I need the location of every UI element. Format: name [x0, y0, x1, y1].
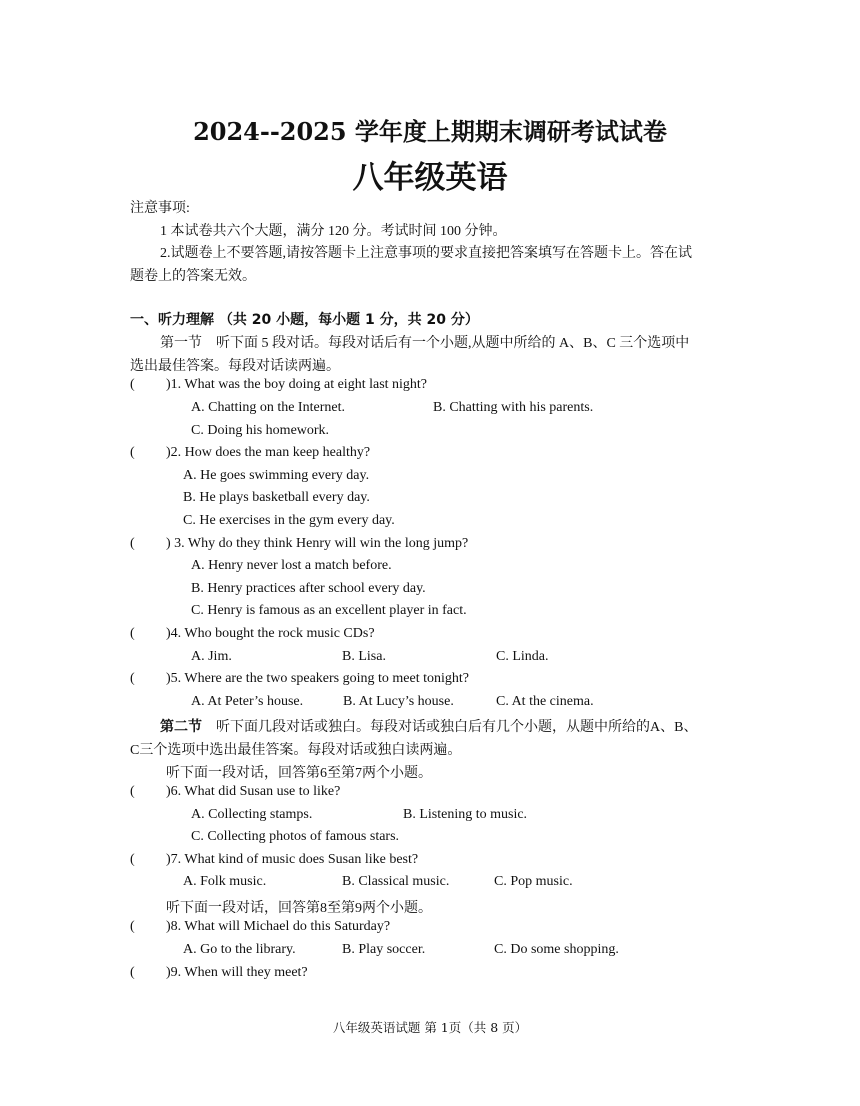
- exam-subtitle: 八年级英语: [352, 160, 508, 196]
- option-c: C. At the cinema.: [496, 694, 594, 709]
- option-a: A. Jim.: [191, 649, 232, 664]
- question-stem: )4. Who bought the rock music CDs?: [166, 626, 375, 641]
- option-c: C. Do some shopping.: [494, 942, 619, 957]
- option-b: B. Classical music.: [342, 874, 450, 889]
- option-a: A. Folk music.: [183, 874, 267, 889]
- option-b: B. He plays basketball every day.: [183, 490, 370, 505]
- option-c: C. Collecting photos of famous stars.: [191, 829, 400, 844]
- option-c: C. Doing his homework.: [191, 423, 330, 438]
- question-stem: )1. What was the boy doing at eight last night?: [166, 377, 428, 392]
- answer-paren[interactable]: (: [130, 536, 135, 551]
- page-footer: 八年级英语试题 第 1页（共 8 页）: [332, 1020, 528, 1035]
- option-c: C. He exercises in the gym every day.: [183, 513, 395, 528]
- answer-paren[interactable]: (: [130, 784, 135, 799]
- option-b: B. At Lucy’s house.: [343, 694, 454, 709]
- question-stem: )9. When will they meet?: [166, 965, 308, 980]
- exam-title: 2024--2025 学年度上期期末调研考试试卷: [193, 117, 667, 146]
- dialog-intro-6-7: 听下面一段对话，回答第6至第7两个小题。: [166, 766, 432, 781]
- notice-heading: 注意事项:: [130, 201, 190, 216]
- answer-paren[interactable]: (: [130, 852, 135, 867]
- question-stem: )6. What did Susan use to like?: [166, 784, 341, 799]
- option-b: B. Chatting with his parents.: [433, 400, 594, 415]
- answer-paren[interactable]: (: [130, 445, 135, 460]
- part-1-instructions-line-2: 选出最佳答案。每段对话读两遍。: [130, 359, 340, 374]
- part-1-instructions-line-1: 第一节 听下面 5 段对话。每段对话后有一个小题,从题中所给的 A、B、C 三个选项中: [160, 336, 690, 351]
- section-1-heading: 一、听力理解 （共 20 小题，每小题 1 分，共 20 分）: [130, 312, 479, 328]
- answer-paren[interactable]: (: [130, 965, 135, 980]
- option-c: C. Henry is famous as an excellent player in fact.: [191, 603, 467, 618]
- question-stem: )5. Where are the two speakers going to meet tonight?: [166, 671, 469, 686]
- dialog-intro-8-9: 听下面一段对话，回答第8至第9两个小题。: [166, 901, 432, 916]
- option-a: A. He goes swimming every day.: [183, 468, 370, 483]
- option-b: B. Lisa.: [342, 649, 386, 664]
- answer-paren[interactable]: (: [130, 377, 135, 392]
- option-a: A. Collecting stamps.: [191, 807, 313, 822]
- answer-paren[interactable]: (: [130, 671, 135, 686]
- part-2-label: 第二节: [160, 719, 202, 735]
- option-c: C. Pop music.: [494, 874, 573, 889]
- notice-item-2-line-1: 2.试题卷上不要答题,请按答题卡上注意事项的要求直接把答案填写在答题卡上。答在试: [160, 246, 692, 261]
- notice-item-1: 1 本试卷共六个大题，满分 120 分。考试时间 100 分钟。: [160, 224, 507, 239]
- notice-item-2-line-2: 题卷上的答案无效。: [130, 269, 256, 284]
- option-b: B. Listening to music.: [403, 807, 528, 822]
- option-a: A. At Peter’s house.: [191, 694, 304, 709]
- part-2-instructions-text: 听下面几段对话或独白。每段对话或独白后有几个小题，从题中所给的A、B、: [202, 720, 698, 735]
- option-a: A. Go to the library.: [183, 942, 296, 957]
- question-stem: )2. How does the man keep healthy?: [166, 445, 371, 460]
- part-2-instructions-line-1: [160, 716, 697, 736]
- option-b: B. Play soccer.: [342, 942, 426, 957]
- option-a: A. Henry never lost a match before.: [191, 558, 392, 573]
- option-b: B. Henry practices after school every day.: [191, 581, 426, 596]
- part-2-instructions-line-2: C三个选项中选出最佳答案。每段对话或独白读两遍。: [130, 743, 462, 758]
- question-stem: )8. What will Michael do this Saturday?: [166, 919, 391, 934]
- answer-paren[interactable]: (: [130, 919, 135, 934]
- option-a: A. Chatting on the Internet.: [191, 400, 345, 415]
- question-stem: )7. What kind of music does Susan like best?: [166, 852, 419, 867]
- question-stem: ) 3. Why do they think Henry will win the long jump?: [166, 536, 469, 551]
- answer-paren[interactable]: (: [130, 626, 135, 641]
- option-c: C. Linda.: [496, 649, 549, 664]
